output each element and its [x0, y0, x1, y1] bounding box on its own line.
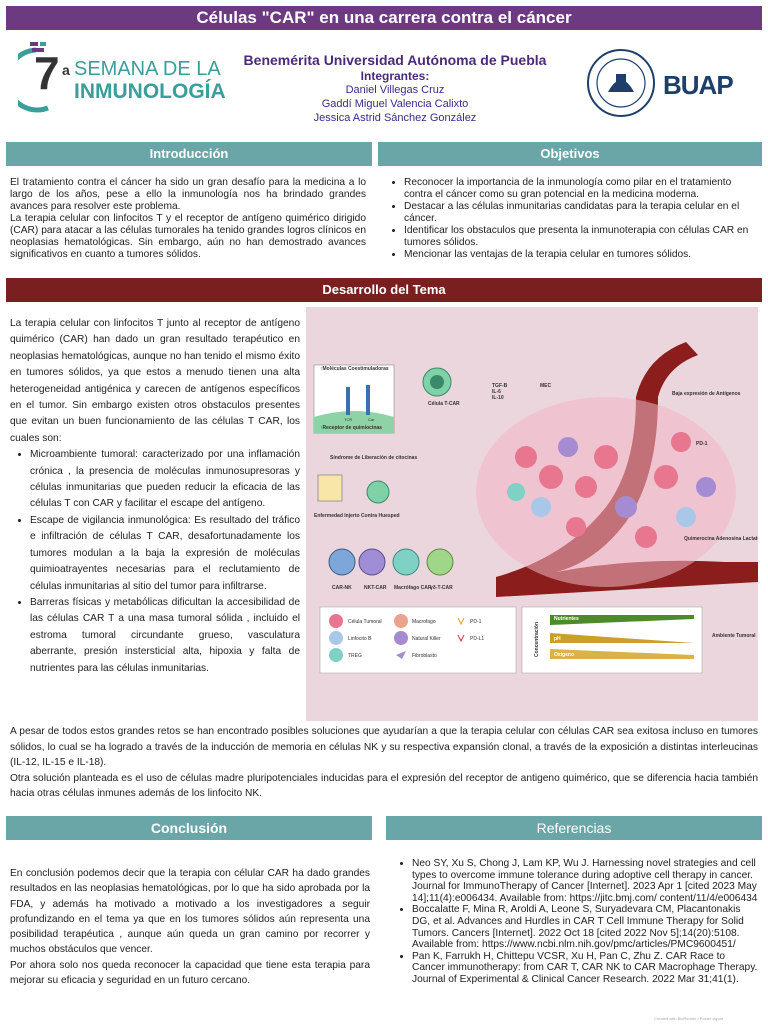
objective-item: • Identificar los obstaculos que presenta la inmunoterapia con células CAR en tumores sólidos. — [404, 225, 760, 249]
label-gvhd: Enfermedad Injerto Contra Huesped — [314, 513, 400, 519]
reference-item: • Neo SY, Xu S, Chong J, Lam KP, Wu J. Harnessing novel strategies and cell types to overcome immune tolerance during adoptive cell therapy in cancer. Journal for ImmunoTherapy of Cancer [Internet]. 2023 Apr 1 [cited 2023 May 14];11(4):e006434. Available from: https://jitc.bmj.com/ content/11/4/e006434 — [412, 858, 758, 904]
label-macro: Macrófago CAR — [394, 585, 432, 591]
tumor-microenvironment-figure — [306, 307, 758, 721]
reference-item: • Pan K, Farrukh H, Chittepu VCSR, Xu H, Pan C, Zhu Z. CAR Race to Cancer immunotherapy: from CAR T, CAR NK to CAR Macrophage Therapy. Journal of Experimental & Clinical Cancer Research. 2022 Mar 31;41(1). — [412, 951, 758, 986]
tcr-receptor — [346, 387, 350, 415]
conclusion-paragraph: Por ahora solo nos queda reconocer la capacidad que tiene esta terapia para mejorar su eficacia y seguridad en un futuro cercano. — [10, 959, 370, 987]
member-name: Jessica Astrid Sánchez González — [313, 112, 477, 124]
solutions-paragraph: A pesar de todos estos grandes retos se han encontrado posibles soluciones que ayudarían a que la terapia celular con células CAR sea exitosa incluso en tumores sólidos, lo cual se ha logrado a través de la inducción de memoria en células NK y su respectiva expansión clonal, a través de la exposición a distintas interleucinas (IL-12, IL-15 e IL-18). — [10, 726, 758, 768]
conclusion-heading: Conclusión — [6, 816, 372, 840]
label-baja: Baja expresión de Antígenos — [672, 391, 741, 397]
gradient-label: Oxígeno — [554, 652, 575, 658]
university-block — [240, 52, 550, 125]
figure-svg — [306, 307, 758, 721]
development-intro: La terapia celular con linfocitos T junto al receptor de antígeno quimérico (CAR) han dado un gran resultado terapéutico en neoplasias hematológicas, aunque no han tenido el mismo éxito en tumores sólidos, ya que estos a menudo tienen una alta heterogeneidad antigénica y carecen de antígenos específicos en el tumor. Sin embargo existen otros obstaculos presentes que evitan un buen funcionamiento de las células T CAR, los cuales son: — [10, 318, 300, 444]
legend-label: PD-1 — [470, 619, 482, 625]
intro-text — [10, 177, 366, 261]
legend-label: Macrofago — [412, 619, 436, 625]
solutions-paragraph: Otra solución planteada es el uso de células madre pluripotenciales inducidas para el expresión del receptor de antigeno quimérico, que se diferencia hacia también hacia otras células inmunes además de los linfocito NK. — [10, 772, 758, 799]
objective-item: • Destacar a las células inmunitarias candidatas para la terapia celular en el cáncer. — [404, 201, 760, 225]
label-pd1: PD-1 — [696, 441, 708, 447]
buap-wordmark: BUAP — [663, 70, 733, 100]
legend-label: TREG — [348, 653, 362, 659]
intro-paragraph: El tratamiento contra el cáncer ha sido un gran desafío para la medicina a lo largo de los años, pese a ello la inmunología nos ha brindado grandes avances para resolver este problema. — [10, 177, 366, 212]
objectives-list — [388, 177, 760, 261]
conclusion-paragraph: En conclusión podemos decir que la terapia con célular CAR ha dado grandes resultados en las neoplasias hematológicas, por lo que ha sido aprobada por la FDA, y además ha motivado a motivado a los investigadores a seguir profundizando en el tema ya que en los tumores sólidos aún representa una posibilidad terapéutica , aunque aún queda un gran camino por recorrer y muchos obstáculos que vencer. — [10, 868, 370, 956]
label-chemo: ↑Receptor de quimiocinas — [320, 425, 382, 431]
obstacle-item: • Microambiente tumoral: caracterizado por una inflamación crónica , la presencia de moléculas inmunosupresoras y células inmunitarias que pueden reducir la eficacia de las células T con CAR y facilitar el escape del antígeno. — [30, 447, 300, 513]
obstacle-item: • Barreras físicas y metabólicas dificultan la accesibilidad de las células CAR T a una masa tumoral sólida , incluido el estroma tumoral circundante grueso, vasculatura aberrante, presión instersticial alta, hipoxia y falta de nutrientes para las células inmunitarias. — [30, 595, 300, 677]
label-tcar: Célula T-CAR — [428, 401, 460, 407]
legend-label: PD-L1 — [470, 636, 485, 642]
label-tgf: TGF-B — [492, 383, 508, 389]
label-car: Car — [368, 417, 375, 422]
footer-note: Created with BioRender / Poster layout — [654, 1016, 724, 1021]
member-name: Gaddí Miguel Valencia Calixto — [321, 98, 469, 110]
label-costim: ↑Moléculas Coestimuladoras — [320, 366, 389, 372]
members-heading: Integrantes: — [360, 69, 430, 83]
references-heading: Referencias — [386, 816, 762, 840]
label-il6: IL-6 — [492, 389, 501, 395]
gradient-side-label: Ambiente Tumoral — [712, 633, 756, 639]
label-il10: IL-10 — [492, 395, 504, 401]
t-car-nucleus — [430, 375, 444, 389]
label-nkt: NKT-CAR — [364, 585, 387, 591]
car-cell-row — [329, 549, 453, 575]
development-text — [10, 316, 300, 677]
label-sindrome: Síndrome de Liberación de citocinas — [330, 455, 418, 461]
university-seal — [586, 48, 656, 118]
cytokine-cell — [367, 481, 389, 503]
objective-item: • Reconocer la importancia de la inmunología como pilar en el tratamiento contra el cáncer como su gran potencial en la medicina moderna. — [404, 177, 760, 201]
label-tcr: TCR — [344, 417, 353, 422]
logo-line2: INMUNOLOGÍA — [74, 80, 226, 103]
solutions-text — [10, 724, 758, 802]
gradient-label: pH — [554, 636, 561, 642]
legend-label: Fibroblasto — [412, 653, 437, 659]
seal-graphic — [586, 48, 656, 118]
legend-label: Linfocito B — [348, 636, 372, 642]
university-name: Benemérita Universidad Autónoma de Puebla — [243, 52, 547, 68]
gradient-axis: Concentración — [534, 621, 540, 657]
references-list — [396, 858, 758, 986]
car-receptor — [366, 385, 370, 415]
poster-title: Células "CAR" en una carrera contra el cáncer — [6, 6, 762, 30]
member-name: Daniel Villegas Cruz — [345, 84, 445, 96]
intro-paragraph: La terapia celular con linfocitos T y el receptor de antígeno quimérico dirigido (CAR) para atacar a las células tumorales ha tenido grandes logros clínicos en neoplasias hematológicas. Sin embargo, aún no han demostrado avances significativos en cuanto a tumores sólidos. — [10, 213, 366, 260]
objectives-heading: Objetivos — [378, 142, 762, 166]
label-quim: Quimerocina Adenosina Lactato — [684, 536, 758, 542]
logo-number: 7 — [34, 47, 60, 99]
logo-line1: SEMANA DE LA — [74, 58, 221, 80]
semana-inmunologia-logo — [18, 40, 226, 114]
legend-label: Natural Killer — [412, 636, 441, 642]
obstacle-item: • Escape de vigilancia inmunológica: Es resultado del tráfico e infiltración de células T CAR, desafortunadamente los tumores modulan a la baja la expresión de moléculas quimioatrayentes necesarias para el reclutamiento de células inmunitarias al sitio del tumor para infiltrarse. — [30, 513, 300, 595]
reference-item: • Boccalatte F, Mina R, Aroldi A, Leone S, Suryadevara CM, Placantonakis DG, et al. Advances and Hurdles in CAR T Cell Immune Therapy for Solid Tumors. Cancers [Internet]. 2022 Oct 18 [cited 2022 Nov 5];14(20):5108. Available from: https://www.ncbi.nlm.nih.gov/pmc/articles/PMC9600451/ — [412, 904, 758, 950]
intro-heading: Introducción — [6, 142, 372, 166]
gradient-label: Nutrientes — [554, 616, 579, 622]
conclusion-text — [10, 866, 370, 988]
blood-vessel-branch — [636, 342, 698, 397]
objective-item: • Mencionar las ventajas de la terapia celular en tumores sólidos. — [404, 249, 760, 261]
label-mec: MEC — [540, 383, 552, 389]
development-heading: Desarrollo del Tema — [6, 278, 762, 302]
label-carnk: CAR-NK — [332, 585, 352, 591]
label-gd: γδ-T-CAR — [430, 585, 453, 591]
legend-label: Célula Tumoral — [348, 619, 382, 625]
logo-superscript: a — [62, 62, 70, 78]
cytokine-graphic — [318, 475, 342, 501]
